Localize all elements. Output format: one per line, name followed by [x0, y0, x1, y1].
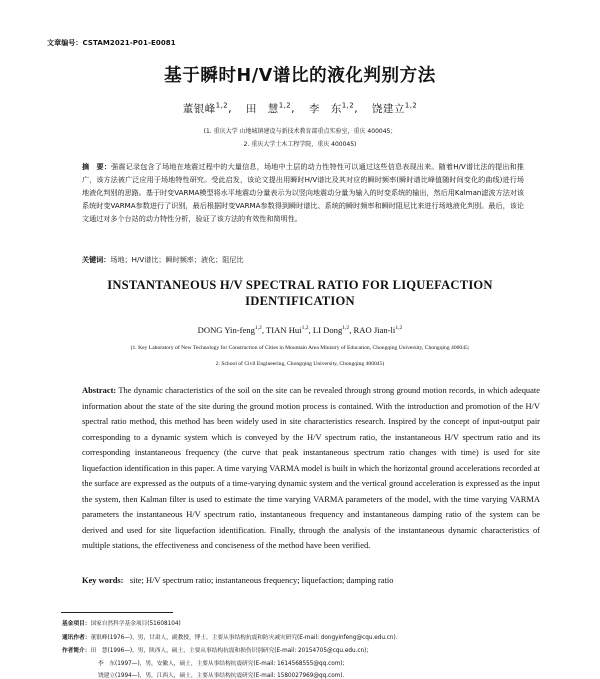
footnote-text: 董银峰(1976—)，男，甘肃人，副教授，博士，主要从事结构抗震和防灾减灾研究(E-mail: dongyinfeng@cqu.edu.cn).	[90, 635, 398, 641]
abstract-en-text: The dynamic characteristics of the soil on the site can be revealed through strong ground motion records, in which adequate information about the state of the site during the ground motion process is contained. With the introduction and promotion of the H/V spectral ratio method, this method has been widely used in site characteristics research. Inspired by the concept of input-output pair corresponding to a dynamic system which is conveyed by the H/V spectrum ratio, the instantaneous H/V spectrum ratio and its corresponding instantaneous frequency (the curve that peak instantaneous spectrum ratio changes with time) is used for site liquefaction identification in this paper. A time varying VARMA model is built in which the horizontal ground accelerations recorded at the surface are expressed as the outputs of a time-varying dynamic system and the vertical ground acceleration is expressed as the input the system, then Kalman filter is used to estimate the time varying VARMA parameters of the model, with the time varying VARMA parameters the instantaneous H/V spectrum ratio, instantaneous frequency and instantaneous damping ratio of the system can be derived and used for site liquefaction identification. Finally, through the analysis of the instantaneous dynamic characteristics of multiple stations, the effectiveness and conciseness of the method have been verified.	[82, 385, 540, 551]
abstract-english	[82, 383, 540, 554]
author-en-2: TIAN Hui$^{1,2}$,	[266, 325, 311, 335]
author-en-3: LI Dong$^{1,2}$,	[312, 325, 352, 335]
footnote-label: 作者简介：	[62, 648, 91, 654]
title-en-line-1: INSTANTANEOUS H/V SPECTRAL RATIO FOR LIQUEFACTION	[107, 278, 493, 292]
author-en-affil: 1,2	[254, 325, 262, 332]
author-cn-affil: 1,2	[341, 101, 355, 110]
footnote-funding	[62, 618, 181, 627]
author-cn-4	[372, 103, 417, 115]
author-en-name: LI Dong	[312, 325, 343, 335]
author-cn-affil: 1,2	[404, 101, 418, 110]
author-cn-3: 李 东$^{1,2}$,	[308, 101, 359, 115]
title-english	[0, 278, 600, 309]
keywords-cn-text: 场地；H/V谱比；瞬时频率；液化；阻尼比	[110, 255, 244, 264]
affiliation-en-2: 2. School of Civil Engineering, Chongqing University, Chongqing 400045)	[215, 361, 385, 367]
author-en-name: TIAN Hui	[266, 325, 302, 335]
authors-chinese	[0, 101, 600, 116]
article-number: 文章编号：CSTAM2021-P01-E0081	[47, 39, 176, 47]
footnote-text: 田 慧(1996—)，男，陕西人，硕士，主要从事结构抗震和损伤识别研究(E-mail: 20154705@cqu.edu.cn);	[90, 648, 369, 654]
keywords-en-text: site; H/V spectrum ratio; instantaneous frequency; liquefaction; damping ratio	[129, 575, 394, 585]
author-cn-affil: 1,2	[215, 101, 229, 110]
keywords-english	[82, 575, 540, 585]
author-cn-name: 李 东	[308, 103, 342, 115]
abstract-en-label: Abstract:	[82, 385, 117, 395]
footnote-author-bio-2: 李 东(1997—)，男，安徽人，硕士，主要从事结构抗震研究(E-mail: 1614568555@qq.com);	[98, 661, 345, 667]
keywords-chinese	[82, 255, 524, 265]
footnote-corresponding-author	[62, 632, 398, 641]
footnote-label: 基金项目：	[62, 621, 91, 627]
author-en-name: DONG Yin-feng	[197, 325, 255, 335]
author-en-4	[354, 325, 403, 335]
author-cn-affil: 1,2	[278, 101, 292, 110]
keywords-cn-label: 关键词：	[82, 255, 111, 264]
abstract-cn-label: 摘 要：	[82, 162, 112, 171]
author-cn-name: 田 慧	[245, 103, 279, 115]
author-cn-2: 田 慧$^{1,2}$,	[245, 101, 295, 115]
authors-english	[0, 325, 600, 335]
footnote-author-bio-1	[62, 645, 368, 654]
author-cn-name: 董银峰	[182, 103, 216, 115]
author-en-affil: 1,2	[301, 325, 309, 332]
author-en-name: RAO Jian-li	[353, 325, 396, 335]
affiliation-cn-1: (1. 重庆大学 山地城镇建设与新技术教育部重点实验室，重庆 400045；	[203, 128, 397, 135]
affiliation-en-1: (1. Key Laboratory of New Technology for Construction of Cities in Mountain Area Ministry of Education, Chongqing University, Chongqing 400045;	[130, 345, 470, 351]
affiliation-cn-2: 2. 重庆大学土木工程学院，重庆 400045)	[243, 141, 357, 148]
author-cn-1: 董银峰$^{1,2}$,	[182, 101, 232, 115]
abstract-cn-text: 强震记录包含了场地在地震过程中的大量信息，场地中土层的动力性特性可以通过这些信息表现出来。随着H/V谱比法的提出和推广，该方法被广泛应用于场地特性研究。受此启发，该论文提出用瞬时H/V谱比及其对应的瞬时频率(瞬时谱比峰值随时间变化的曲线)进行场地液化判别的思路。基于时变VARMA模型将水平地震动分量表示为以竖向地震动分量为输入的时变系统的输出，然后用Kalman滤波方法对该系统时变VARMA参数进行了识别，最后根据时变VARMA参数得到瞬时谱比、系统的瞬时频率和瞬时阻尼比来进行场地液化判别。最后，该论文通过对多个台站的动力特性分析，验证了该方法的有效性和简明性。	[82, 162, 525, 223]
author-en-1: DONG Yin-feng$^{1,2}$,	[197, 325, 265, 335]
footnote-label: 通讯作者：	[62, 635, 91, 641]
footnote-divider	[61, 612, 173, 613]
title-en-line-2: IDENTIFICATION	[245, 293, 355, 308]
author-en-affil: 1,2	[342, 325, 350, 332]
author-en-affil: 1,2	[395, 325, 403, 332]
keywords-en-label: Key words:	[82, 575, 124, 585]
abstract-chinese	[82, 161, 524, 226]
footnote-text: 国家自然科学基金项目(51608104)	[90, 621, 181, 627]
footnote-author-bio-3: 饶建立(1994—)，男，江西人，硕士，主要从事结构抗震研究(E-mail: 1580027969@qq.com).	[98, 673, 345, 679]
title-chinese: 基于瞬时H/V谱比的液化判别方法	[164, 66, 436, 86]
author-cn-name: 饶建立	[371, 103, 405, 115]
